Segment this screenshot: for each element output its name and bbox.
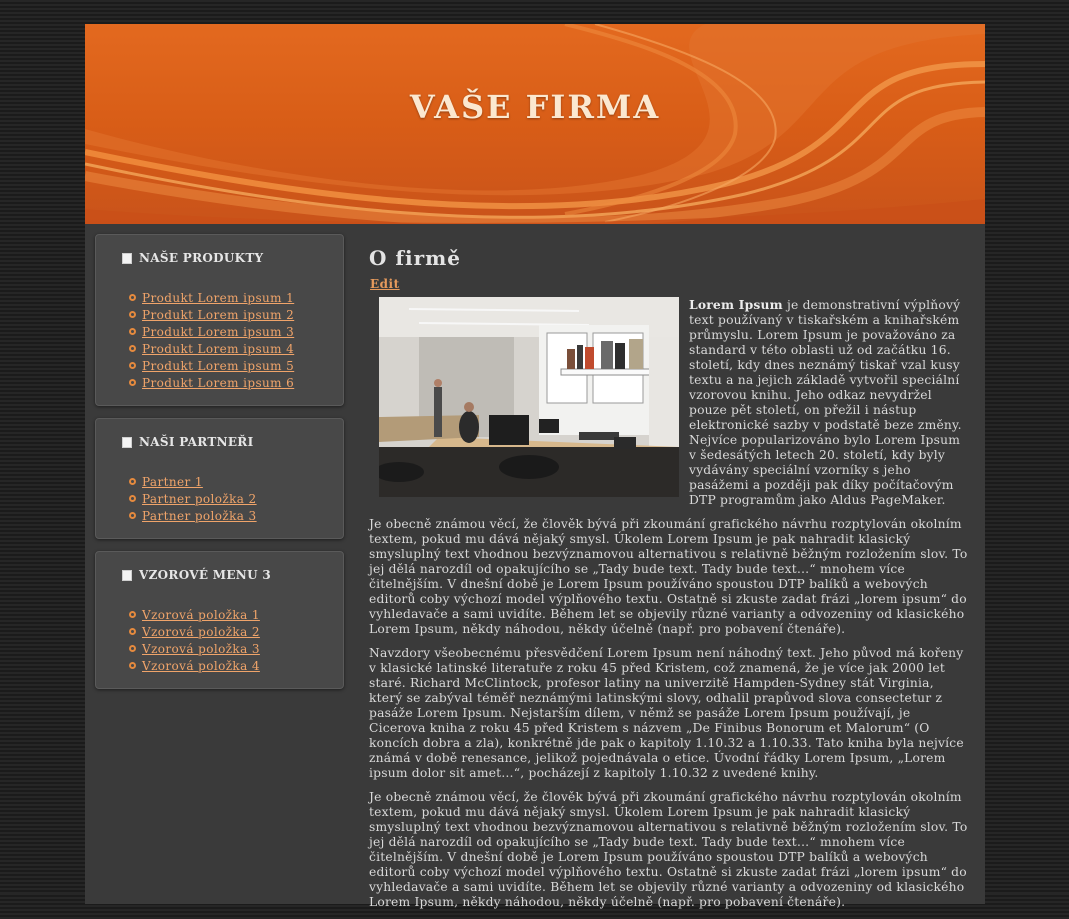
- sample-link-4[interactable]: Vzorová položka 4: [142, 658, 260, 673]
- box-title-text: NAŠE PRODUKTY: [139, 251, 264, 265]
- body-paragraph-2: Je obecně známou věcí, že člověk bývá při zkoumání grafického návrhu rozptylován okolním textem, pokud mu dává nějaký smysl. Úkolem Lorem Ipsum je pak nahradit klasický smysluplný text vhodnou bezvýznamovou alternativou s relativně běžným rozložením slov. To jej dělá narozdíl od opakujícího se „Tady bude text. Tady bude text…“ mnohem více čitelnějším. V dnešní době je Lorem Ipsum používáno spoustou DTP balíků a webových editorů coby výchozí model výplňového textu. Ostatně si zkuste zadat frázi „lorem ipsum“ do vyhledavače a sami uvidíte. Během let se objevily různé varianty a odvozeniny od klasického Lorem Ipsum, někdy náhodou, někdy účelně (např. pro pobavení čtenáře).: [369, 517, 968, 636]
- product-link-5[interactable]: Produkt Lorem ipsum 5: [142, 358, 295, 373]
- product-link-4[interactable]: Produkt Lorem ipsum 4: [142, 341, 295, 356]
- partner-link-1[interactable]: Partner 1: [142, 474, 203, 489]
- body-paragraph-4: Je obecně známou věcí, že člověk bývá při zkoumání grafického návrhu rozptylován okolním textem, pokud mu dává nějaký smysl. Úkolem Lorem Ipsum je pak nahradit klasický smysluplný text vhodnou bezvýznamovou alternativou s relativně běžným rozložením slov. To jej dělá narozdíl od opakujícího se „Tady bude text. Tady bude text…“ mnohem více čitelnějším. V dnešní době je Lorem Ipsum používáno spoustou DTP balíků a webových editorů coby výchozí model výplňového textu. Ostatně si zkuste zadat frázi „lorem ipsum“ do vyhledavače a sami uvidíte. Během let se objevily různé varianty a odvozeniny od klasického Lorem Ipsum, někdy náhodou, někdy účelně (např. pro pobavení čtenáře).: [369, 790, 968, 909]
- body-paragraph-3: Navzdory všeobecnému přesvědčení Lorem Ipsum není náhodný text. Jeho původ má kořeny v klasické latinské literatuře z roku 45 před Kristem, což znamená, že je více jak 2000 let staré. Richard McClintock, profesor latiny na univerzitě Hampden-Sydney stát Virginia, který se zabýval téměř neznámými latinskými slovy, odhalil prapůvod slova consectetur z pasáže Lorem Ipsum. Nejstarším dílem, v němž se pasáže Lorem Ipsum používají, je Cicerova kniha z roku 45 před Kristem s názvem „De Finibus Bonorum et Malorum“ (O koncích dobra a zla), konkrétně jde pak o kapitoly 1.10.32 a 1.10.33. Tato kniha byla nejvíce známá v době renesance, jelikož pojednávala o etice. Úvodní řádky Lorem Ipsum, „Lorem ipsum dolor sit amet…“, pocházejí z kapitoly 1.10.32 z uvedené knihy.: [369, 646, 964, 780]
- partners-list: [122, 473, 317, 524]
- square-bullet-icon: [122, 570, 132, 581]
- arrow-circle-icon: [129, 611, 136, 618]
- list-item: [129, 606, 317, 623]
- partner-link-3[interactable]: Partner položka 3: [142, 508, 257, 523]
- arrow-circle-icon: [129, 662, 136, 669]
- sample-menu-list: [122, 606, 317, 674]
- arrow-circle-icon: [129, 478, 136, 485]
- arrow-circle-icon: [129, 345, 136, 352]
- arrow-circle-icon: [129, 294, 136, 301]
- office-photo-illustration: [379, 297, 679, 497]
- arrow-circle-icon: [129, 379, 136, 386]
- box-title-text: NAŠI PARTNEŘI: [139, 435, 254, 449]
- arrow-circle-icon: [129, 328, 136, 335]
- products-list: [122, 289, 317, 391]
- sample-link-1[interactable]: Vzorová položka 1: [142, 607, 260, 622]
- intro-bold-text: Lorem Ipsum: [689, 297, 783, 312]
- edit-link[interactable]: Edit: [370, 277, 400, 291]
- sample-link-3[interactable]: Vzorová položka 3: [142, 641, 260, 656]
- list-item: [129, 640, 317, 657]
- partners-box: [95, 418, 344, 539]
- arrow-circle-icon: [129, 512, 136, 519]
- box-title-text: VZOROVÉ MENU 3: [139, 568, 271, 582]
- page-title: O firmě: [369, 246, 462, 270]
- arrow-circle-icon: [129, 362, 136, 369]
- list-item: [129, 507, 317, 524]
- intro-text: je demonstrativní výplňový text používaný v tiskařském a knihařském průmyslu. Lorem Ipsum je považováno za standard v této oblasti už od začátku 16. století, kdy dnes neznámý tiskař vzal kusy textu a na jejich základě vytvořil speciální vzorovou knihu. Jeho odkaz nevydržel pouze pět století, on přežil i nástup elektronické sazby v podstatě beze změny. Nejvíce popularizováno bylo Lorem Ipsum v šedesátých letech 20. století, kdy byly vydávány speciální vzorníky s jeho pasážemi a později pak díky počítačovým DTP programům jako Aldus PageMaker.: [689, 298, 962, 507]
- box-title: [122, 568, 317, 582]
- list-item: [129, 340, 317, 357]
- list-item: [129, 623, 317, 640]
- list-item: [129, 323, 317, 340]
- product-link-2[interactable]: Produkt Lorem ipsum 2: [142, 307, 295, 322]
- square-bullet-icon: [122, 253, 132, 264]
- box-title: [122, 251, 317, 265]
- site-title: VAŠE FIRMA: [409, 88, 661, 126]
- list-item: [129, 289, 317, 306]
- sidebar: [95, 234, 344, 701]
- page-container: [85, 24, 985, 909]
- products-box: [95, 234, 344, 406]
- product-link-3[interactable]: Produkt Lorem ipsum 3: [142, 324, 295, 339]
- arrow-circle-icon: [129, 495, 136, 502]
- list-item: [129, 657, 317, 674]
- site-header: [85, 24, 985, 224]
- arrow-circle-icon: [129, 311, 136, 318]
- sample-link-2[interactable]: Vzorová položka 2: [142, 624, 260, 639]
- list-item: [129, 473, 317, 490]
- product-link-1[interactable]: Produkt Lorem ipsum 1: [142, 290, 295, 305]
- arrow-circle-icon: [129, 628, 136, 635]
- main-content: [369, 246, 969, 919]
- arrow-circle-icon: [129, 645, 136, 652]
- office-photo: [379, 297, 679, 497]
- list-item: [129, 306, 317, 323]
- product-link-6[interactable]: Produkt Lorem ipsum 6: [142, 375, 295, 390]
- box-title: [122, 435, 317, 449]
- square-bullet-icon: [122, 437, 132, 448]
- list-item: [129, 374, 317, 391]
- partner-link-2[interactable]: Partner položka 2: [142, 491, 257, 506]
- list-item: [129, 490, 317, 507]
- list-item: [129, 357, 317, 374]
- sample-menu-box: [95, 551, 344, 689]
